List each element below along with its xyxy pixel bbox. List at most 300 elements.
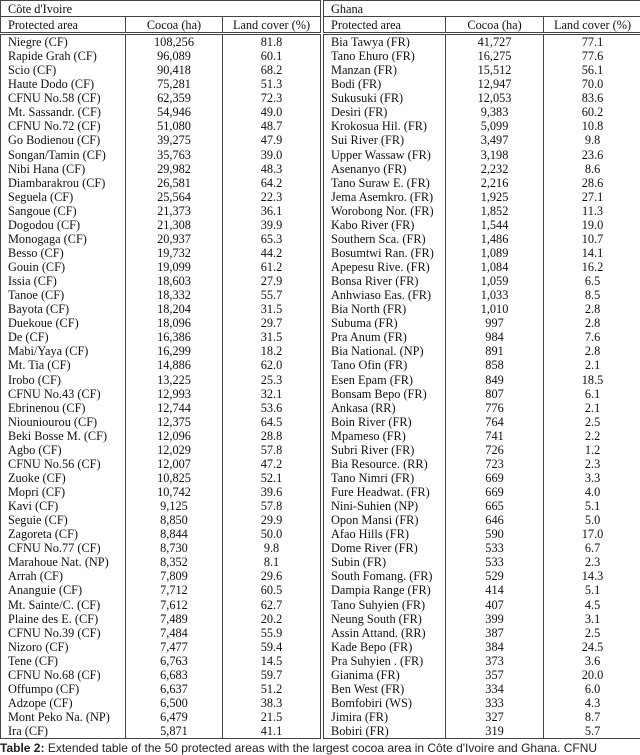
cocoa-cell: 18,204 bbox=[126, 302, 223, 316]
protected-area-cell: Niegre (CF) bbox=[8, 35, 68, 50]
protected-area-cell: Tano Ofin (FR) bbox=[331, 358, 408, 373]
cocoa-cell: 1,925 bbox=[446, 190, 544, 204]
land-cover-cell: 32.1 bbox=[223, 387, 321, 401]
protected-area-cell: Assin Attand. (RR) bbox=[331, 625, 426, 640]
protected-area-cell: Mopri (CF) bbox=[8, 485, 66, 500]
protected-area-cell: De (CF) bbox=[8, 330, 49, 345]
cocoa-cell: 1,033 bbox=[446, 288, 544, 302]
cocoa-cell: 108,256 bbox=[126, 34, 223, 50]
protected-area-cell: Afao Hills (FR) bbox=[331, 527, 409, 542]
table-row bbox=[1, 133, 321, 147]
land-cover-cell: 81.8 bbox=[223, 34, 321, 50]
protected-area-cell: Dogodou (CF) bbox=[8, 217, 81, 232]
land-cover-cell: 19.0 bbox=[544, 218, 640, 232]
cocoa-cell: 19,732 bbox=[126, 246, 223, 260]
protected-area-cell: Plaine des E. (CF) bbox=[8, 611, 99, 626]
table-row bbox=[324, 34, 640, 50]
land-cover-cell: 39.6 bbox=[223, 485, 321, 499]
cocoa-cell: 9,125 bbox=[126, 499, 223, 513]
cocoa-cell: 8,850 bbox=[126, 513, 223, 527]
land-cover-cell: 77.6 bbox=[544, 49, 640, 63]
cocoa-cell: 6,763 bbox=[126, 654, 223, 668]
protected-area-cell: Bayota (CF) bbox=[8, 302, 70, 317]
land-cover-cell: 60.5 bbox=[223, 583, 321, 597]
table-row bbox=[1, 640, 321, 654]
land-cover-cell: 6.5 bbox=[544, 274, 640, 288]
land-cover-cell: 6.0 bbox=[544, 682, 640, 696]
cocoa-cell: 9,383 bbox=[446, 105, 544, 119]
cocoa-cell: 6,683 bbox=[126, 668, 223, 682]
protected-area-cell: Tano Suraw E. (FR) bbox=[331, 175, 430, 190]
cocoa-cell: 20,937 bbox=[126, 232, 223, 246]
land-cover-cell: 5.1 bbox=[544, 583, 640, 597]
cocoa-cell: 741 bbox=[446, 429, 544, 443]
table-row bbox=[1, 330, 321, 344]
land-cover-cell: 17.0 bbox=[544, 527, 640, 541]
protected-area-cell: Agbo (CF) bbox=[8, 442, 62, 457]
table-row bbox=[1, 724, 321, 739]
land-cover-cell: 51.3 bbox=[223, 77, 321, 91]
table-row bbox=[324, 63, 640, 77]
cocoa-cell: 807 bbox=[446, 387, 544, 401]
cocoa-cell: 12,053 bbox=[446, 91, 544, 105]
protected-area-cell: Zuoke (CF) bbox=[8, 470, 66, 485]
table-row bbox=[324, 148, 640, 162]
land-cover-cell: 2.5 bbox=[544, 415, 640, 429]
cocoa-cell: 665 bbox=[446, 499, 544, 513]
land-cover-cell: 68.2 bbox=[223, 63, 321, 77]
table-row bbox=[324, 218, 640, 232]
land-cover-cell: 18.5 bbox=[544, 373, 640, 387]
header-cocoa: Cocoa (ha) bbox=[446, 17, 544, 34]
land-cover-cell: 5.0 bbox=[544, 513, 640, 527]
cocoa-cell: 849 bbox=[446, 373, 544, 387]
land-cover-cell: 10.7 bbox=[544, 232, 640, 246]
land-cover-cell: 41.1 bbox=[223, 724, 321, 739]
cocoa-cell: 3,497 bbox=[446, 133, 544, 147]
protected-area-cell: Mt. Sassandr. (CF) bbox=[8, 105, 101, 120]
protected-area-cell: Mont Peko Na. (NP) bbox=[8, 710, 110, 725]
table-row bbox=[324, 471, 640, 485]
protected-area-cell: Kade Bepo (FR) bbox=[331, 639, 413, 654]
cocoa-cell: 8,352 bbox=[126, 555, 223, 569]
land-cover-cell: 62.0 bbox=[223, 358, 321, 372]
land-cover-cell: 8.7 bbox=[544, 710, 640, 724]
table-row bbox=[1, 598, 321, 612]
cocoa-cell: 1,010 bbox=[446, 302, 544, 316]
land-cover-cell: 4.0 bbox=[544, 485, 640, 499]
land-cover-cell: 83.6 bbox=[544, 91, 640, 105]
protected-area-cell: Dome River (FR) bbox=[331, 541, 418, 556]
cocoa-cell: 10,742 bbox=[126, 485, 223, 499]
land-cover-cell: 29.6 bbox=[223, 569, 321, 583]
cocoa-cell: 1,059 bbox=[446, 274, 544, 288]
land-cover-cell: 27.9 bbox=[223, 274, 321, 288]
land-cover-cell: 24.5 bbox=[544, 640, 640, 654]
table-row bbox=[1, 232, 321, 246]
protected-area-cell: Tanoe (CF) bbox=[8, 288, 65, 303]
cocoa-cell: 984 bbox=[446, 330, 544, 344]
cocoa-cell: 1,486 bbox=[446, 232, 544, 246]
protected-area-cell: Ira (CF) bbox=[1, 724, 126, 739]
protected-area-cell: Gianima (FR) bbox=[331, 667, 400, 682]
table-row bbox=[1, 218, 321, 232]
protected-area-cell: Asenanyo (FR) bbox=[331, 161, 407, 176]
cocoa-cell: 529 bbox=[446, 569, 544, 583]
cocoa-cell: 7,477 bbox=[126, 640, 223, 654]
land-cover-cell: 11.3 bbox=[544, 204, 640, 218]
cocoa-cell: 3,198 bbox=[446, 148, 544, 162]
cocoa-cell: 7,612 bbox=[126, 598, 223, 612]
cocoa-cell: 1,089 bbox=[446, 246, 544, 260]
land-cover-cell: 65.3 bbox=[223, 232, 321, 246]
table-row bbox=[1, 499, 321, 513]
protected-area-cell: Irobo (CF) bbox=[8, 372, 61, 387]
table-row bbox=[1, 485, 321, 499]
land-cover-cell: 16.2 bbox=[544, 260, 640, 274]
protected-area-cell: CFNU No.72 (CF) bbox=[8, 119, 101, 134]
cocoa-cell: 16,275 bbox=[446, 49, 544, 63]
cocoa-cell: 12,993 bbox=[126, 387, 223, 401]
cocoa-cell: 5,871 bbox=[126, 724, 223, 739]
table-row bbox=[324, 49, 640, 63]
cocoa-cell: 7,489 bbox=[126, 612, 223, 626]
table-row bbox=[1, 344, 321, 358]
protected-area-cell: CFNU No.56 (CF) bbox=[8, 456, 101, 471]
cocoa-cell: 15,512 bbox=[446, 63, 544, 77]
cocoa-cell: 14,886 bbox=[126, 358, 223, 372]
land-cover-cell: 20.2 bbox=[223, 612, 321, 626]
protected-area-cell: Seguie (CF) bbox=[8, 513, 68, 528]
land-cover-cell: 2.1 bbox=[544, 401, 640, 415]
cocoa-cell: 333 bbox=[446, 696, 544, 710]
cocoa-cell: 18,096 bbox=[126, 316, 223, 330]
table-row bbox=[1, 626, 321, 640]
cocoa-cell: 13,225 bbox=[126, 373, 223, 387]
table-row bbox=[1, 457, 321, 471]
table-row bbox=[1, 443, 321, 457]
protected-area-cell: Mabi/Yaya (CF) bbox=[8, 344, 89, 359]
protected-area-cell: Tano Nimri (FR) bbox=[331, 470, 415, 485]
land-cover-cell: 59.4 bbox=[223, 640, 321, 654]
caption-label: Table 2: bbox=[0, 741, 45, 755]
table-row bbox=[324, 612, 640, 626]
protected-area-cell: Gouin (CF) bbox=[8, 260, 66, 275]
protected-area-cell: CFNU No.68 (CF) bbox=[8, 667, 101, 682]
table-row bbox=[1, 190, 321, 204]
land-cover-cell: 2.5 bbox=[544, 626, 640, 640]
land-cover-cell: 7.6 bbox=[544, 330, 640, 344]
land-cover-cell: 2.8 bbox=[544, 302, 640, 316]
table-row bbox=[324, 133, 640, 147]
cocoa-cell: 5,099 bbox=[446, 119, 544, 133]
land-cover-cell: 14.3 bbox=[544, 569, 640, 583]
cocoa-cell: 6,500 bbox=[126, 696, 223, 710]
cocoa-cell: 12,947 bbox=[446, 77, 544, 91]
cocoa-cell: 12,375 bbox=[126, 415, 223, 429]
land-cover-cell: 8.5 bbox=[544, 288, 640, 302]
table-row bbox=[324, 485, 640, 499]
cocoa-cell: 7,712 bbox=[126, 583, 223, 597]
table-row bbox=[324, 527, 640, 541]
table-row bbox=[324, 77, 640, 91]
table-row bbox=[324, 246, 640, 260]
cocoa-cell: 12,744 bbox=[126, 401, 223, 415]
land-cover-cell: 36.1 bbox=[223, 204, 321, 218]
protected-area-cell: Bia Tawya (FR) bbox=[331, 35, 410, 50]
cocoa-cell: 18,603 bbox=[126, 274, 223, 288]
land-cover-cell: 72.3 bbox=[223, 91, 321, 105]
land-cover-cell: 31.5 bbox=[223, 330, 321, 344]
ghana-table bbox=[323, 0, 640, 739]
table-row bbox=[324, 724, 640, 739]
table-row bbox=[1, 246, 321, 260]
table-row bbox=[1, 49, 321, 63]
land-cover-cell: 21.5 bbox=[223, 710, 321, 724]
table-row bbox=[324, 260, 640, 274]
protected-area-cell: Mt. Tia (CF) bbox=[8, 358, 71, 373]
land-cover-cell: 2.1 bbox=[544, 358, 640, 372]
table-row bbox=[1, 710, 321, 724]
table-row bbox=[324, 429, 640, 443]
cocoa-cell: 334 bbox=[446, 682, 544, 696]
land-cover-cell: 29.7 bbox=[223, 316, 321, 330]
table-row bbox=[324, 640, 640, 654]
cocoa-cell: 384 bbox=[446, 640, 544, 654]
table-row bbox=[1, 387, 321, 401]
protected-area-cell: Kabo River (FR) bbox=[331, 217, 415, 232]
table-row bbox=[1, 316, 321, 330]
table-row bbox=[324, 358, 640, 372]
table-row bbox=[324, 682, 640, 696]
caption-text: Extended table of the 50 protected areas with the largest cocoa area in Côte d'Ivoire and Ghana. CFNU bbox=[47, 741, 598, 755]
table-row bbox=[1, 668, 321, 682]
land-cover-cell: 5.1 bbox=[544, 499, 640, 513]
protected-area-cell: Subin (FR) bbox=[331, 555, 387, 570]
protected-area-cell: CFNU No.77 (CF) bbox=[8, 541, 101, 556]
protected-area-cell: Bia Resource. (RR) bbox=[331, 456, 428, 471]
protected-area-cell: Besso (CF) bbox=[8, 245, 64, 260]
table-row bbox=[1, 119, 321, 133]
protected-area-cell: Manzan (FR) bbox=[331, 63, 397, 78]
header-protected-area: Protected area bbox=[1, 17, 126, 34]
protected-area-cell: Krokosua Hil. (FR) bbox=[331, 119, 428, 134]
table-row bbox=[1, 91, 321, 105]
protected-area-cell: Esen Epam (FR) bbox=[331, 372, 413, 387]
table-row bbox=[324, 555, 640, 569]
table-row bbox=[1, 654, 321, 668]
table-row bbox=[1, 527, 321, 541]
cocoa-cell: 19,099 bbox=[126, 260, 223, 274]
table-row bbox=[324, 344, 640, 358]
table-row bbox=[1, 612, 321, 626]
cocoa-cell: 10,825 bbox=[126, 471, 223, 485]
table-row bbox=[1, 682, 321, 696]
protected-area-cell: Pra Suhyien . (FR) bbox=[331, 653, 424, 668]
land-cover-cell: 18.2 bbox=[223, 344, 321, 358]
cocoa-cell: 16,386 bbox=[126, 330, 223, 344]
protected-area-cell: Bosumtwi Ran. (FR) bbox=[331, 245, 434, 260]
land-cover-cell: 64.5 bbox=[223, 415, 321, 429]
table-row bbox=[324, 457, 640, 471]
protected-area-cell: Arrah (CF) bbox=[8, 569, 63, 584]
protected-area-cell: Scio (CF) bbox=[8, 63, 57, 78]
land-cover-cell: 55.7 bbox=[223, 288, 321, 302]
protected-area-cell: Bonsam Bepo (FR) bbox=[331, 386, 427, 401]
land-cover-cell: 60.1 bbox=[223, 49, 321, 63]
land-cover-cell: 31.5 bbox=[223, 302, 321, 316]
cocoa-cell: 726 bbox=[446, 443, 544, 457]
land-cover-cell: 3.1 bbox=[544, 612, 640, 626]
cocoa-cell: 590 bbox=[446, 527, 544, 541]
cocoa-cell: 1,084 bbox=[446, 260, 544, 274]
land-cover-cell: 2.3 bbox=[544, 555, 640, 569]
land-cover-cell: 9.8 bbox=[223, 541, 321, 555]
cocoa-cell: 96,089 bbox=[126, 49, 223, 63]
cocoa-cell: 12,096 bbox=[126, 429, 223, 443]
protected-area-cell: Fure Headwat. (FR) bbox=[331, 485, 430, 500]
cocoa-cell: 669 bbox=[446, 471, 544, 485]
cocoa-cell: 407 bbox=[446, 598, 544, 612]
table-row bbox=[324, 302, 640, 316]
header-protected-area: Protected area bbox=[324, 17, 446, 34]
table-row bbox=[324, 316, 640, 330]
land-cover-cell: 10.8 bbox=[544, 119, 640, 133]
cocoa-cell: 6,637 bbox=[126, 682, 223, 696]
table-row bbox=[1, 513, 321, 527]
protected-area-cell: Subri River (FR) bbox=[331, 442, 415, 457]
land-cover-cell: 29.9 bbox=[223, 513, 321, 527]
table-row bbox=[324, 119, 640, 133]
protected-area-cell: Dampia Range (FR) bbox=[331, 583, 431, 598]
protected-area-cell: Sui River (FR) bbox=[331, 133, 405, 148]
protected-area-cell: Adzope (CF) bbox=[8, 695, 73, 710]
protected-area-cell: Subuma (FR) bbox=[331, 316, 398, 331]
table-row bbox=[324, 569, 640, 583]
table-caption bbox=[0, 741, 640, 755]
protected-area-cell: South Fomang. (FR) bbox=[331, 569, 433, 584]
table-row bbox=[324, 373, 640, 387]
protected-area-cell: Bia National. (NP) bbox=[331, 344, 424, 359]
protected-area-cell: Opon Mansi (FR) bbox=[331, 513, 419, 528]
cocoa-cell: 414 bbox=[446, 583, 544, 597]
protected-area-cell: Bodi (FR) bbox=[331, 77, 382, 92]
protected-area-cell: Neung South (FR) bbox=[331, 611, 422, 626]
protected-area-cell: Rapide Grah (CF) bbox=[8, 49, 97, 64]
protected-area-cell: Nini-Suhien (NP) bbox=[331, 499, 419, 514]
table-row bbox=[324, 499, 640, 513]
protected-area-cell: Mpameso (FR) bbox=[331, 428, 406, 443]
table-row bbox=[324, 274, 640, 288]
cocoa-cell: 7,484 bbox=[126, 626, 223, 640]
cocoa-cell: 25,564 bbox=[126, 190, 223, 204]
cocoa-cell: 2,232 bbox=[446, 162, 544, 176]
table-row bbox=[1, 583, 321, 597]
protected-area-cell: Boin River (FR) bbox=[331, 414, 412, 429]
table-row bbox=[1, 541, 321, 555]
protected-area-cell: Seguela (CF) bbox=[8, 189, 74, 204]
protected-area-cell: Zagoreta (CF) bbox=[8, 527, 78, 542]
protected-area-cell: Monogaga (CF) bbox=[8, 231, 87, 246]
table-row bbox=[1, 415, 321, 429]
protected-area-cell: Sangoue (CF) bbox=[8, 203, 77, 218]
land-cover-cell: 51.2 bbox=[223, 682, 321, 696]
table-row bbox=[324, 401, 640, 415]
land-cover-cell: 3.6 bbox=[544, 654, 640, 668]
land-cover-cell: 2.3 bbox=[544, 457, 640, 471]
table-row bbox=[324, 190, 640, 204]
protected-area-cell: Beki Bosse M. (CF) bbox=[8, 428, 108, 443]
land-cover-cell: 56.1 bbox=[544, 63, 640, 77]
table-row bbox=[324, 626, 640, 640]
land-cover-cell: 14.1 bbox=[544, 246, 640, 260]
cocoa-cell: 327 bbox=[446, 710, 544, 724]
land-cover-cell: 48.7 bbox=[223, 119, 321, 133]
protected-area-cell: Tano Ehuro (FR) bbox=[331, 49, 415, 64]
cocoa-cell: 21,373 bbox=[126, 204, 223, 218]
cocoa-cell: 54,946 bbox=[126, 105, 223, 119]
cocoa-cell: 1,544 bbox=[446, 218, 544, 232]
table-row bbox=[1, 204, 321, 218]
protected-area-cell: Kavi (CF) bbox=[8, 499, 59, 514]
cocoa-cell: 62,359 bbox=[126, 91, 223, 105]
cocoa-cell: 646 bbox=[446, 513, 544, 527]
table-row bbox=[324, 105, 640, 119]
land-cover-cell: 9.8 bbox=[544, 133, 640, 147]
cocoa-cell: 891 bbox=[446, 344, 544, 358]
land-cover-cell: 1.2 bbox=[544, 443, 640, 457]
land-cover-cell: 8.6 bbox=[544, 162, 640, 176]
land-cover-cell: 2.8 bbox=[544, 316, 640, 330]
cocoa-cell: 39,275 bbox=[126, 133, 223, 147]
land-cover-cell: 57.8 bbox=[223, 499, 321, 513]
protected-area-cell: Desiri (FR) bbox=[331, 105, 388, 120]
protected-area-cell: Niouniourou (CF) bbox=[8, 414, 98, 429]
protected-area-cell: Jimira (FR) bbox=[331, 710, 389, 725]
protected-area-cell: Bomfobiri (WS) bbox=[331, 695, 412, 710]
protected-area-cell: Ananguie (CF) bbox=[8, 583, 83, 598]
table-row bbox=[324, 387, 640, 401]
table-row bbox=[1, 176, 321, 190]
cocoa-cell: 90,418 bbox=[126, 63, 223, 77]
land-cover-cell: 39.0 bbox=[223, 148, 321, 162]
protected-area-cell: CFNU No.39 (CF) bbox=[8, 625, 101, 640]
protected-area-cell: Southern Sca. (FR) bbox=[331, 231, 426, 246]
land-cover-cell: 4.3 bbox=[544, 696, 640, 710]
cocoa-cell: 29,982 bbox=[126, 162, 223, 176]
protected-area-cell: Ankasa (RR) bbox=[331, 400, 396, 415]
cocoa-cell: 8,730 bbox=[126, 541, 223, 555]
land-cover-cell: 60.2 bbox=[544, 105, 640, 119]
cocoa-cell: 2,216 bbox=[446, 176, 544, 190]
protected-area-cell: Duekoue (CF) bbox=[8, 316, 79, 331]
cocoa-cell: 357 bbox=[446, 668, 544, 682]
table-row bbox=[324, 710, 640, 724]
land-cover-cell: 53.6 bbox=[223, 401, 321, 415]
land-cover-cell: 6.7 bbox=[544, 541, 640, 555]
protected-area-cell: Songan/Tamin (CF) bbox=[8, 147, 106, 162]
protected-area-cell: CFNU No.58 (CF) bbox=[8, 91, 101, 106]
protected-area-cell: Tano Suhyien (FR) bbox=[331, 597, 426, 612]
cocoa-cell: 26,581 bbox=[126, 176, 223, 190]
land-cover-cell: 5.7 bbox=[544, 724, 640, 739]
table-row bbox=[324, 91, 640, 105]
protected-area-cell: Sukusuki (FR) bbox=[331, 91, 404, 106]
land-cover-cell: 38.3 bbox=[223, 696, 321, 710]
land-cover-cell: 49.0 bbox=[223, 105, 321, 119]
header-land-cover: Land cover (%) bbox=[544, 17, 640, 34]
table-row bbox=[324, 696, 640, 710]
